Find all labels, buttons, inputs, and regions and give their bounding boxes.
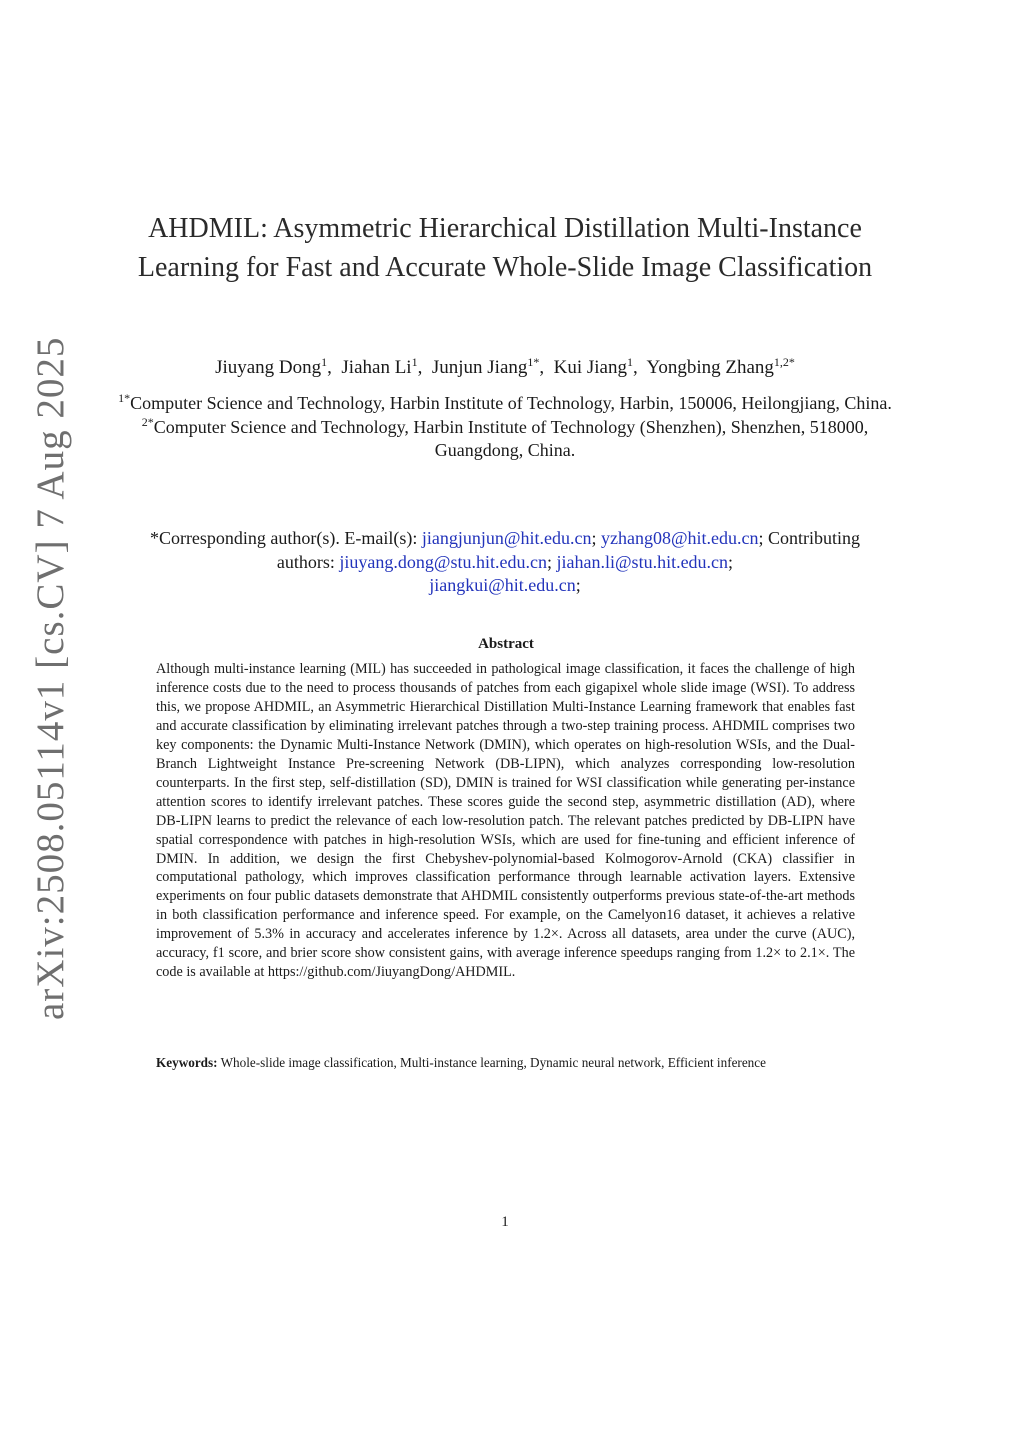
affiliation-text: Computer Science and Technology, Harbin Institute of Technology, Harbin, 150006, Heilongjiang, China. [130, 393, 892, 413]
keywords [156, 1054, 855, 1071]
abstract-text: Although multi-instance learning (MIL) has succeeded in pathological image classification, it faces the challenge of high inference costs due to the need to process thousands of patches from each gigapixel whole slide image (WSI). To address this, we propose AHDMIL, an Asymmetric Hierarchical Distillation Multi-Instance Learning framework that enables fast and accurate classification by eliminating irrelevant patches through a two-step training process. AHDMIL comprises two key components: the Dynamic Multi-Instance Network (DMIN), which operates on high-resolution WSIs, and the Dual-Branch Lightweight Instance Pre-screening Network (DB-LIPN), which analyzes corresponding low-resolution counterparts. In the first step, self-distillation (SD), DMIN is trained for WSI classification while generating per-instance attention scores to identify irrelevant patches. These scores guide the second step, asymmetric distillation (AD), where DB-LIPN learns to predict the relevance of each low-resolution patch. The relevant patches predicted by DB-LIPN have spatial correspondence with patches in high-resolution WSIs, which are used for fine-tuning and efficient inference of DMIN. In addition, we design the first Chebyshev-polynomial-based Kolmogorov-Arnold (CKA) classifier in computational pathology, which improves classification performance through learnable activation layers. Extensive experiments on four public datasets demonstrate that AHDMIL consistently outperforms previous state-of-the-art methods in both classification performance and inference speed. For example, on the Camelyon16 dataset, it achieves a relative improvement of 5.3% in accuracy and accelerates inference by 1.2×. Across all datasets, area under the curve (AUC), accuracy, f1 score, and brier score show consistent gains, with average inference speedups ranging from 1.2× to 2.1×. The code is available at https://github.com/JiuyangDong/AHDMIL. [156, 661, 855, 981]
email-link[interactable]: yzhang08@hit.edu.cn [600, 528, 759, 548]
affiliation-mark: 1* [118, 391, 131, 405]
affiliation-list [110, 392, 900, 463]
email-link[interactable]: jiahan.li@stu.hit.edu.cn [556, 551, 729, 572]
author-list: Jiuyang Dong$^1$, Jiahan Li$^1$, Junjun Jiang$^{1*}$, Kui Jiang$^1$, Yongbing Zhang$^{1,2*}$ [215, 355, 795, 378]
email-link[interactable]: jiangjunjun@hit.edu.cn [421, 528, 592, 548]
email-link[interactable]: jiangkui@hit.edu.cn [429, 575, 576, 595]
author [432, 357, 540, 378]
author-affiliation-mark: 1 [321, 355, 328, 369]
contact-info: *Corresponding author(s). E-mail(s): jiangjunjun@hit.edu.cn; yzhang08@hit.edu.cn; Contributing authors: jiuyang.dong@stu.hit.edu.cn; jiahan.li@stu.hit.edu.cn; jiangkui@hit.edu.cn; [149, 528, 861, 595]
author-affiliation-mark: 1* [527, 355, 540, 369]
author-affiliation-mark: 1 [411, 355, 418, 369]
author-name: Junjun Jiang [431, 357, 528, 378]
affiliation [110, 416, 900, 463]
author-affiliation-mark: 1,2* [773, 355, 795, 369]
author [215, 357, 327, 378]
affiliation-text: Computer Science and Technology, Harbin Institute of Technology (Shenzhen), Shenzhen, 518000, Guangdong, China. [153, 416, 869, 460]
abstract-heading: Abstract [478, 636, 534, 652]
arxiv-identifier: arXiv:2508.05114v1 [cs.CV] 7 Aug 2025 [29, 336, 72, 1020]
author-name: Jiuyang Dong [215, 357, 322, 378]
affiliation-mark: 2* [141, 414, 154, 429]
author-name: Yongbing Zhang [646, 357, 774, 378]
paper-title: AHDMIL: Asymmetric Hierarchical Distillation Multi-Instance Learning for Fast and Accurate Whole-Slide Image Classification [137, 213, 873, 283]
page-number: 1 [501, 1214, 509, 1230]
author [554, 357, 633, 378]
author [341, 357, 417, 378]
author-name: Jiahan Li [341, 357, 412, 378]
contributing-label: Contributing authors: [276, 528, 861, 572]
author-affiliation-mark: 1 [626, 355, 633, 369]
affiliation [110, 392, 900, 416]
email-link[interactable]: jiuyang.dong@stu.hit.edu.cn [339, 551, 547, 572]
author [647, 357, 795, 378]
author-name: Kui Jiang [553, 357, 627, 378]
keywords-text: Whole-slide image classification, Multi-instance learning, Dynamic neural network, Efficient inference [220, 1055, 766, 1070]
corresponding-label: *Corresponding author(s). E-mail(s): [149, 528, 418, 548]
keywords-label: Keywords: [156, 1055, 218, 1070]
